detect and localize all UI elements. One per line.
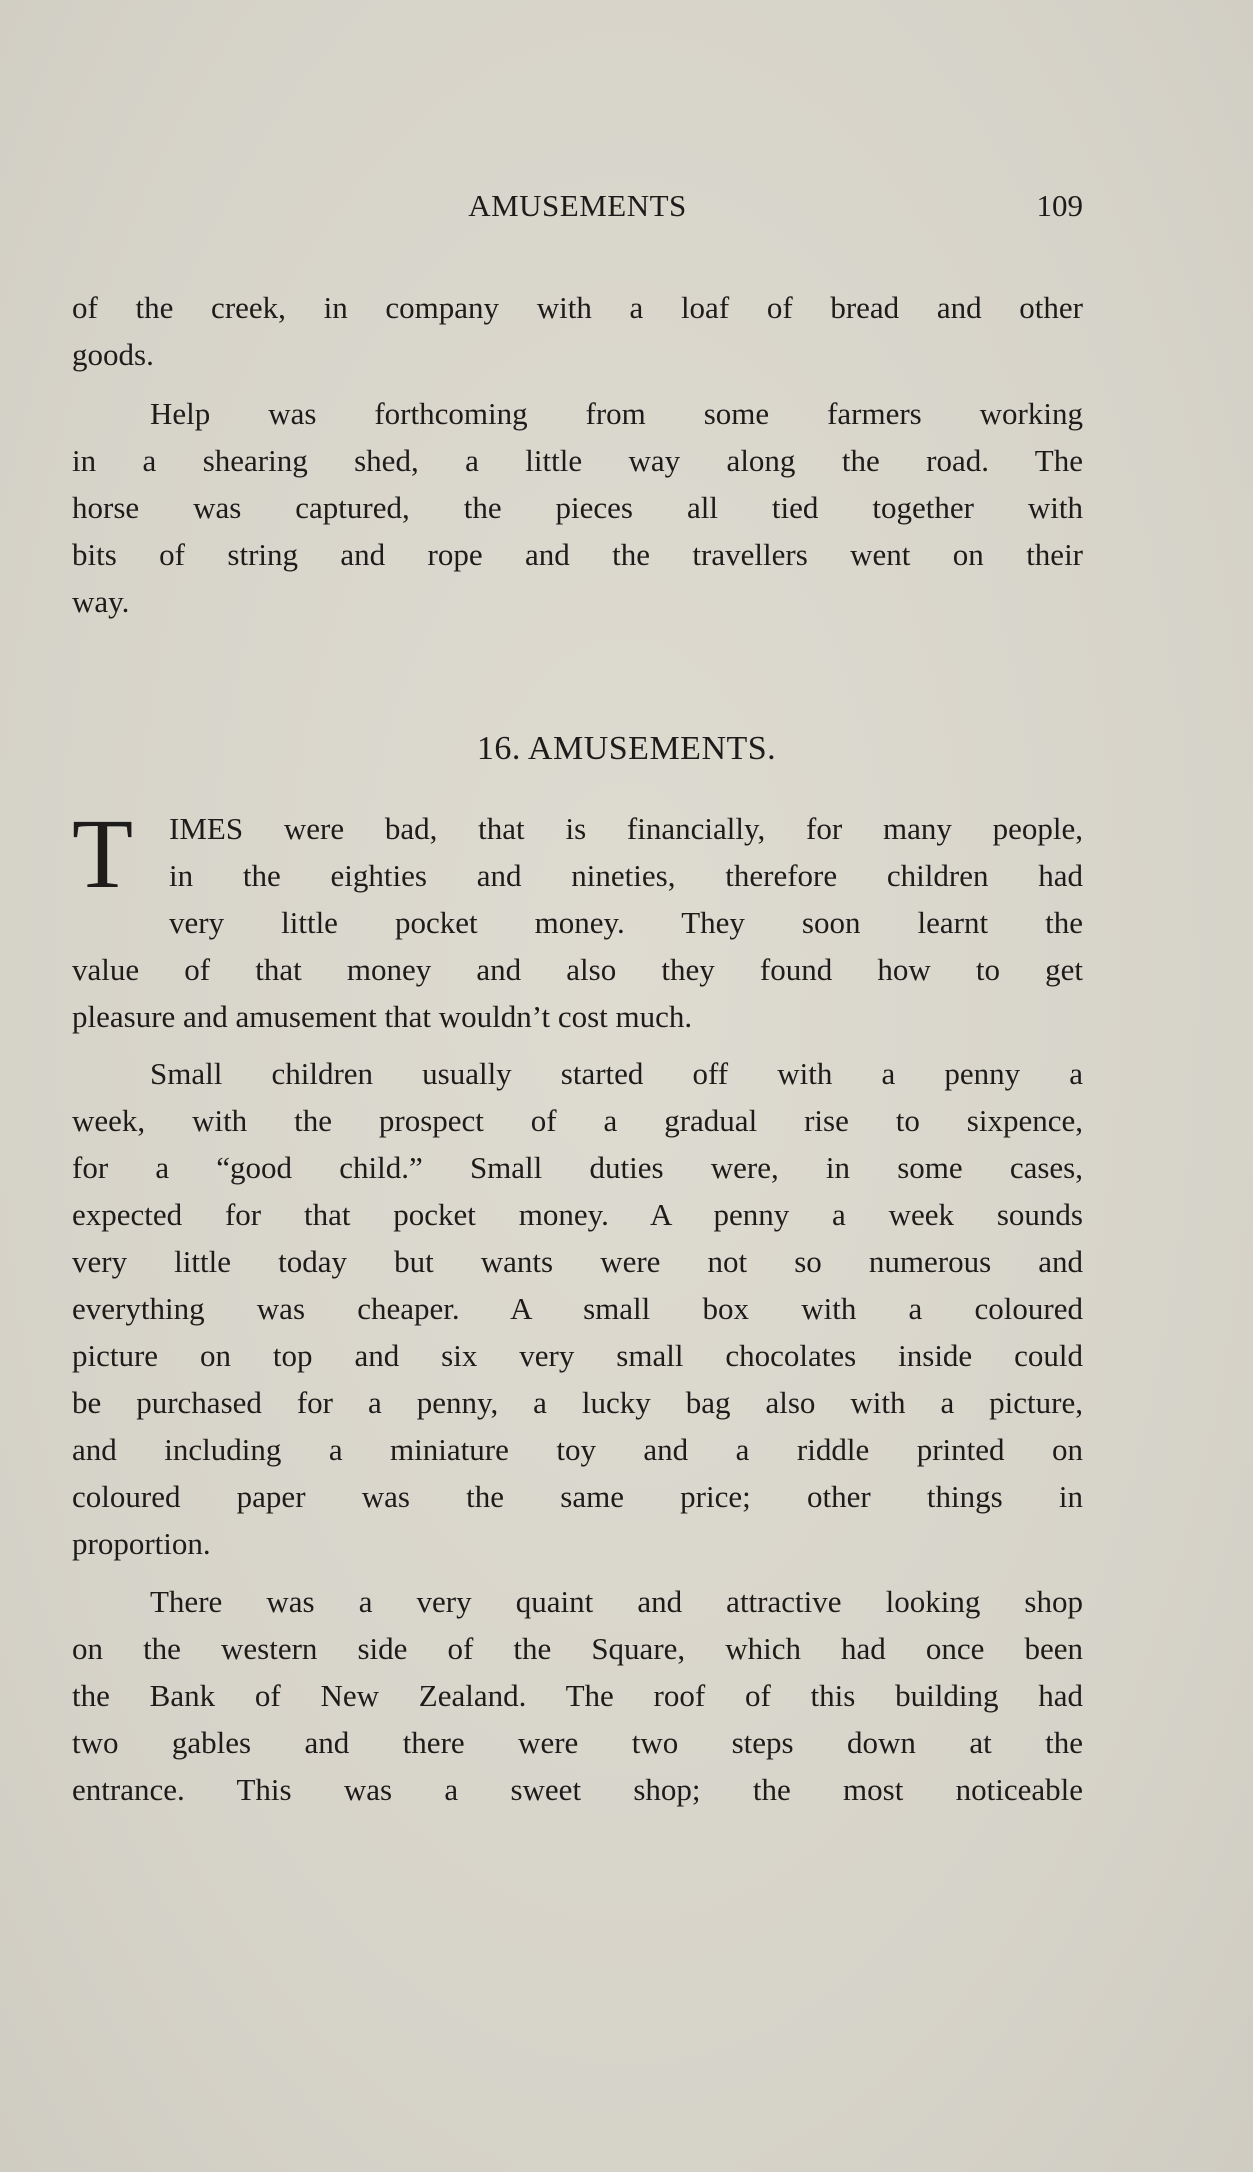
chapter-heading: 16. AMUSEMENTS.: [476, 730, 777, 767]
text-line: horse was captured, the pieces all tied together with: [72, 490, 1083, 525]
drop-cap: T: [72, 798, 134, 909]
text-line: for a “good child.” Small duties were, in some cases,: [72, 1150, 1083, 1185]
text-line: entrance. This was a sweet shop; the most noticeable: [72, 1772, 1083, 1807]
text-line: pleasure and amusement that wouldn’t cost much.: [72, 999, 693, 1034]
text-line: Help was forthcoming from some farmers working: [150, 396, 1083, 431]
text-line: bits of string and rope and the travellers went on their: [72, 537, 1083, 572]
paragraph-opening: [72, 798, 1083, 1040]
running-head-title: AMUSEMENTS: [468, 188, 687, 223]
page-number: 109: [1036, 188, 1083, 223]
text-line: on the western side of the Square, which had once been: [72, 1631, 1083, 1666]
text-line: in the eighties and nineties, therefore children had: [169, 858, 1083, 893]
text-line: everything was cheaper. A small box with a coloured: [72, 1291, 1083, 1326]
text-line: week, with the prospect of a gradual rise to sixpence,: [72, 1103, 1083, 1138]
text-line: coloured paper was the same price; other things in: [72, 1479, 1083, 1514]
text-line: way.: [72, 584, 130, 619]
text-line: proportion.: [72, 1526, 211, 1561]
text-line: goods.: [72, 337, 154, 372]
text-line: IMES were bad, that is financially, for many people,: [169, 811, 1083, 846]
text-line: picture on top and six very small chocolates inside could: [72, 1338, 1083, 1373]
paragraph-shop: [72, 1578, 1083, 1813]
text-line: very little today but wants were not so numerous and: [72, 1244, 1083, 1279]
paragraph-help: [72, 390, 1083, 625]
text-line: value of that money and also they found how to get: [72, 952, 1083, 987]
text-line: and including a miniature toy and a riddle printed on: [72, 1432, 1083, 1467]
text-line: two gables and there were two steps down at the: [72, 1725, 1083, 1760]
text-line: very little pocket money. They soon learnt the: [169, 905, 1083, 940]
text-line: the Bank of New Zealand. The roof of this building had: [72, 1678, 1083, 1713]
text-line: be purchased for a penny, a lucky bag also with a picture,: [72, 1385, 1083, 1420]
text-line: There was a very quaint and attractive looking shop: [150, 1584, 1083, 1619]
paragraph-creek: [72, 284, 1083, 378]
text-line: in a shearing shed, a little way along the road. The: [72, 443, 1083, 478]
text-line: of the creek, in company with a loaf of bread and other: [72, 290, 1083, 325]
text-line: Small children usually started off with a penny a: [150, 1056, 1083, 1091]
paragraph-pocket-money: [72, 1050, 1083, 1567]
text-line: expected for that pocket money. A penny a week sounds: [72, 1197, 1083, 1232]
running-head: [72, 188, 1083, 228]
